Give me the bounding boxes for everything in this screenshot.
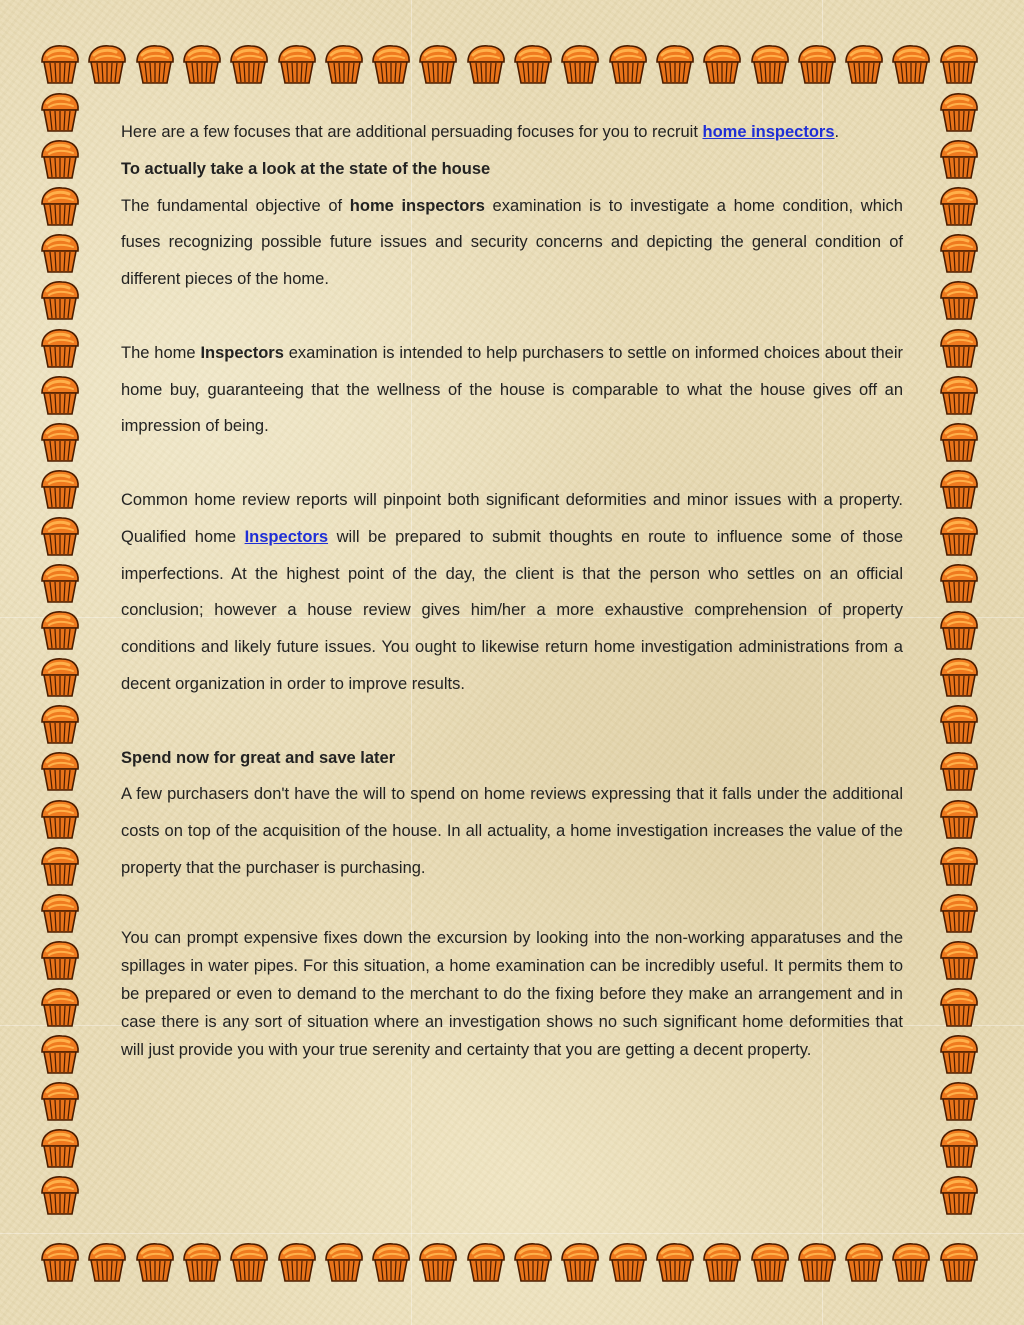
cupcake-icon: [937, 90, 981, 134]
cupcake-icon: [38, 1173, 82, 1217]
cupcake-icon: [937, 985, 981, 1029]
cupcake-icon: [748, 42, 792, 86]
intro-text: Here are a few focuses that are additional persuading focuses for you to recruit: [121, 123, 703, 141]
spacer: [121, 298, 903, 335]
cupcake-icon: [85, 1240, 129, 1284]
cupcake-icon: [38, 655, 82, 699]
cupcake-icon: [38, 749, 82, 793]
cupcake-icon: [700, 1240, 744, 1284]
spacer: [121, 703, 903, 740]
cupcake-icon: [38, 420, 82, 464]
paragraph-objective: [121, 188, 903, 298]
intro-period: .: [834, 123, 840, 141]
cupcake-icon: [275, 1240, 319, 1284]
texture-seam: [0, 1233, 1024, 1234]
inspectors-link[interactable]: Inspectors: [244, 527, 329, 546]
cupcake-icon: [180, 1240, 224, 1284]
cupcake-icon: [38, 326, 82, 370]
cupcake-icon: [227, 42, 271, 86]
cupcake-icon: [38, 373, 82, 417]
cupcake-icon: [38, 844, 82, 888]
cupcake-icon: [937, 231, 981, 275]
cupcake-icon: [937, 1079, 981, 1123]
cupcake-icon: [38, 231, 82, 275]
cupcake-icon: [937, 514, 981, 558]
cupcake-icon: [558, 42, 602, 86]
cupcake-icon: [38, 184, 82, 228]
cupcake-icon: [937, 655, 981, 699]
cupcake-icon: [937, 42, 981, 86]
cupcake-icon: [38, 702, 82, 746]
cupcake-icon: [937, 608, 981, 652]
cupcake-icon: [38, 467, 82, 511]
cupcake-icon: [369, 1240, 413, 1284]
cupcake-icon: [937, 938, 981, 982]
cupcake-icon: [937, 1240, 981, 1284]
paragraph-purchasers: A few purchasers don't have the will to spend on home reviews expressing that it falls under the additional costs on top of the acquisition of the house. In all actuality, a home investigation increases the value of the property that the purchaser is purchasing.: [121, 785, 903, 877]
cupcake-icon: [937, 797, 981, 841]
cupcake-icon: [369, 42, 413, 86]
cupcake-icon: [937, 749, 981, 793]
paragraph-review-reports: [121, 482, 903, 703]
paragraph-text: examination is to investigate a home condition, which fuses recognizing possible future issues and security concerns and depicting the general condition of different pieces of the home.: [121, 196, 903, 289]
cupcake-icon: [38, 90, 82, 134]
cupcake-icon: [653, 42, 697, 86]
cupcake-icon: [700, 42, 744, 86]
cupcake-icon: [38, 137, 82, 181]
cupcake-icon: [464, 1240, 508, 1284]
cupcake-icon: [748, 1240, 792, 1284]
cupcake-icon: [511, 1240, 555, 1284]
cupcake-icon: [38, 278, 82, 322]
paragraph-text: Common home review reports will pinpoint both significant deformities and minor issues with a property. Qualified home: [121, 490, 903, 546]
cupcake-icon: [416, 42, 460, 86]
cupcake-icon: [606, 42, 650, 86]
cupcake-icon: [38, 561, 82, 605]
cupcake-icon: [653, 1240, 697, 1284]
cupcake-icon: [937, 278, 981, 322]
cupcake-icon: [937, 373, 981, 417]
cupcake-icon: [38, 42, 82, 86]
cupcake-icon: [937, 1173, 981, 1217]
cupcake-icon: [133, 42, 177, 86]
cupcake-icon: [38, 938, 82, 982]
cupcake-icon: [795, 1240, 839, 1284]
cupcake-icon: [38, 608, 82, 652]
paragraph-text: will be prepared to submit thoughts en route to influence some of those imperfections. At the highest point of the day, the client is that the person who settles on an official conclusion; however a house review gives him/her a more exhaustive comprehension of property conditions and likely future issues. You ought to likewise return home investigation administrations from a decent organization in order to improve results.: [121, 527, 903, 693]
cupcake-icon: [937, 137, 981, 181]
home-inspectors-link[interactable]: home inspectors: [702, 123, 835, 141]
cupcake-icon: [38, 1240, 82, 1284]
intro-paragraph: [121, 114, 903, 151]
cupcake-icon: [606, 1240, 650, 1284]
document-body: [121, 114, 903, 1064]
cupcake-icon: [38, 1126, 82, 1170]
paragraph-text: examination is intended to help purchasers to settle on informed choices about their home buy, guaranteeing that the wellness of the house is comparable to what the house gives off an impression of being.: [121, 343, 903, 436]
paragraph-text: The home: [121, 343, 201, 362]
cupcake-icon: [889, 42, 933, 86]
section-heading-state-of-house: To actually take a look at the state of the house: [121, 159, 491, 178]
cupcake-icon: [38, 797, 82, 841]
cupcake-icon: [937, 702, 981, 746]
spacer: [121, 445, 903, 482]
cupcake-icon: [842, 42, 886, 86]
cupcake-icon: [795, 42, 839, 86]
cupcake-icon: [937, 891, 981, 935]
cupcake-icon: [38, 514, 82, 558]
cupcake-icon: [85, 42, 129, 86]
cupcake-icon: [38, 985, 82, 1029]
cupcake-icon: [322, 42, 366, 86]
cupcake-icon: [937, 420, 981, 464]
cupcake-icon: [38, 1079, 82, 1123]
cupcake-icon: [558, 1240, 602, 1284]
cupcake-icon: [511, 42, 555, 86]
cupcake-icon: [227, 1240, 271, 1284]
cupcake-icon: [464, 42, 508, 86]
paragraph-text: The fundamental objective of: [121, 196, 350, 215]
cupcake-icon: [937, 184, 981, 228]
cupcake-icon: [937, 467, 981, 511]
cupcake-icon: [937, 326, 981, 370]
cupcake-icon: [889, 1240, 933, 1284]
cupcake-icon: [937, 1032, 981, 1076]
bold-term: home inspectors: [349, 196, 485, 215]
section-heading-spend-now: Spend now for great and save later: [121, 748, 396, 767]
cupcake-icon: [937, 844, 981, 888]
spacer: [121, 887, 903, 924]
paragraph-purpose: [121, 335, 903, 445]
cupcake-icon: [937, 1126, 981, 1170]
cupcake-icon: [38, 891, 82, 935]
cupcake-icon: [38, 1032, 82, 1076]
cupcake-icon: [275, 42, 319, 86]
cupcake-icon: [416, 1240, 460, 1284]
paragraph-expensive-fixes: You can prompt expensive fixes down the excursion by looking into the non-working apparatuses and the spillages in water pipes. For this situation, a home examination can be incredibly useful. It permits them to be prepared or even to demand to the merchant to do the fixing before they make an arrangement and in case there is any sort of situation where an investigation shows no such significant home deformities that will just provide you with your true serenity and certainty that you are getting a decent property.: [121, 928, 903, 1059]
cupcake-icon: [842, 1240, 886, 1284]
cupcake-icon: [180, 42, 224, 86]
cupcake-icon: [322, 1240, 366, 1284]
cupcake-icon: [937, 561, 981, 605]
bold-term: Inspectors: [200, 343, 284, 362]
cupcake-icon: [133, 1240, 177, 1284]
